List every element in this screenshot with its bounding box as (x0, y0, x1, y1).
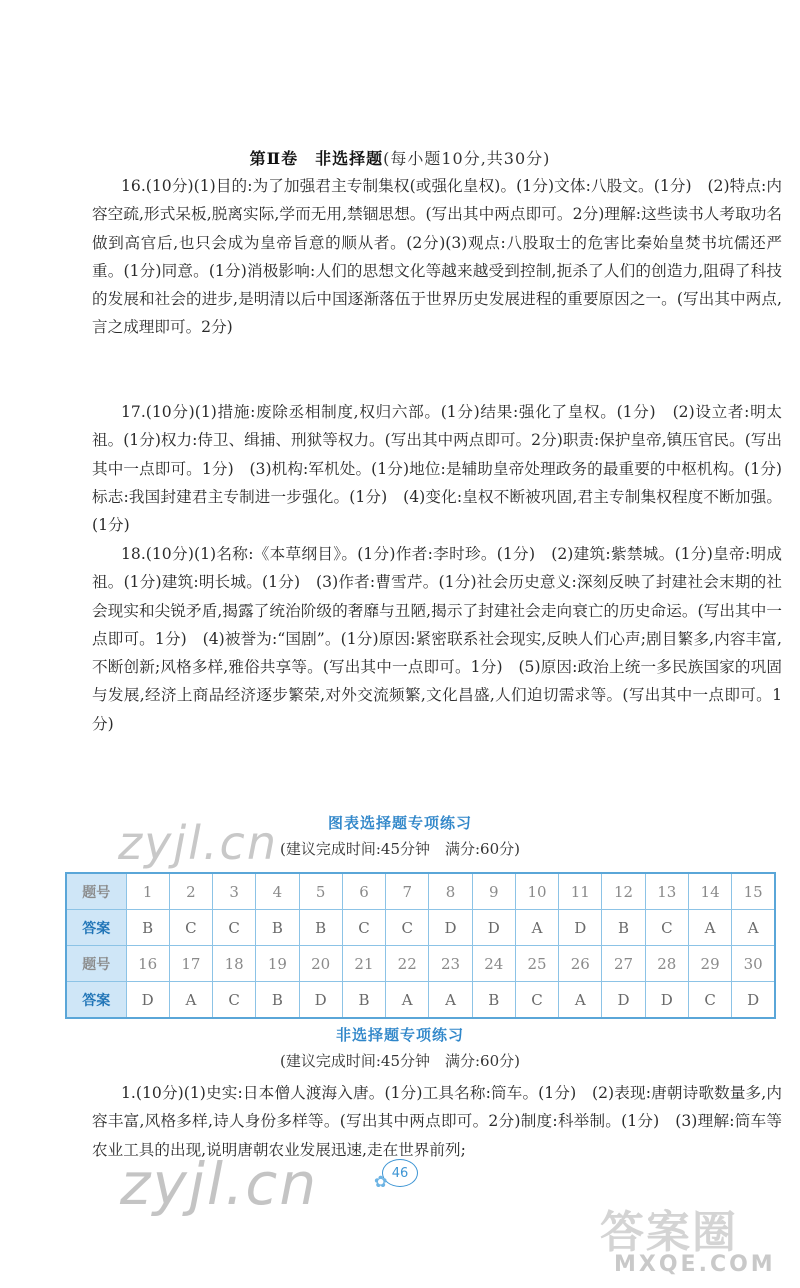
answer-cell: D (472, 910, 515, 946)
section-heading-sub: (每小题10分,共30分) (383, 149, 551, 168)
question-number: 30 (732, 946, 775, 982)
answer-key-table (65, 872, 776, 1019)
question-number: 16 (126, 946, 169, 982)
question-number: 15 (732, 873, 775, 910)
table-row-numbers-1 (66, 873, 775, 910)
answer-cell: D (126, 982, 169, 1019)
watermark-bottom: zyjl.cn (120, 1150, 319, 1218)
answer-cell: A (429, 982, 472, 1019)
question-number: 26 (559, 946, 602, 982)
site-logo-cn: 答案圈 (600, 1207, 738, 1258)
question-number: 12 (602, 873, 645, 910)
question-number: 22 (386, 946, 429, 982)
section-heading (0, 146, 800, 169)
answer-cell: C (688, 982, 731, 1019)
answer-cell: C (386, 910, 429, 946)
question-number: 28 (645, 946, 688, 982)
table-row-numbers-2 (66, 946, 775, 982)
row-label-answer: 答案 (66, 982, 126, 1019)
nonchoice-section-note: (建议完成时间:45分钟 满分:60分) (280, 1052, 520, 1070)
row-label-number: 题号 (66, 946, 126, 982)
answer-cell: B (256, 910, 299, 946)
flower-icon: ✿ (374, 1172, 388, 1191)
question-number: 11 (559, 873, 602, 910)
answer-cell: A (559, 982, 602, 1019)
page-number-badge: 46 (382, 1159, 418, 1187)
answer-cell: D (559, 910, 602, 946)
watermark-top: zyjl.cn (118, 816, 278, 870)
question-number: 5 (299, 873, 342, 910)
question-number: 10 (515, 873, 558, 910)
section-heading-main: 第Ⅱ卷 非选择题 (249, 149, 384, 168)
answer-cell: A (688, 910, 731, 946)
question-number: 18 (213, 946, 256, 982)
nonchoice-answer-1-text: 1.(10分)(1)史实:日本僧人渡海入唐。(1分)工具名称:筒车。(1分) (2)表现:唐朝诗歌数量多,内容丰富,风格多样,诗人身份多样等。(写出其中两点即可。2分)制度:科举制。(1分) (3)理解:筒车等农业工具的出现,说明唐朝农业发展迅速,走在世界前列; (92, 1084, 782, 1159)
answer-cell: C (645, 910, 688, 946)
answer-16-text: 16.(10分)(1)目的:为了加强君主专制集权(或强化皇权)。(1分)文体:八股文。(1分) (2)特点:内容空疏,形式呆板,脱离实际,学而无用,禁锢思想。(写出其中两点即可。2分)理解:这些读书人考取功名做到高官后,也只会成为皇帝旨意的顺从者。(2分)(3)观点:八股取士的危害比秦始皇焚书坑儒还严重。(1分)同意。(1分)消极影响:人们的思想文化等越来越受到控制,扼杀了人们的创造力,阻碍了科技的发展和社会的进步,是明清以后中国逐渐落伍于世界历史发展进程的重要原因之一。(写出其中两点,言之成理即可。2分) (92, 177, 782, 337)
site-logo-en: MXQE.COM (614, 1252, 776, 1277)
question-number: 25 (515, 946, 558, 982)
answer-cell: C (213, 910, 256, 946)
page-number (374, 1156, 426, 1190)
question-number: 4 (256, 873, 299, 910)
answer-cell: A (732, 910, 775, 946)
question-number: 8 (429, 873, 472, 910)
question-number: 17 (169, 946, 212, 982)
question-number: 27 (602, 946, 645, 982)
question-number: 3 (213, 873, 256, 910)
chart-section-note: (建议完成时间:45分钟 满分:60分) (280, 840, 520, 858)
answer-17-text: 17.(10分)(1)措施:废除丞相制度,权归六部。(1分)结果:强化了皇权。(1分) (2)设立者:明太祖。(1分)权力:侍卫、缉捕、刑狱等权力。(写出其中两点即可。2分)职责:保护皇帝,镇压官民。(写出其中一点即可。1分) (3)机构:军机处。(1分)地位:是辅助皇帝处理政务的最重要的中枢机构。(1分)标志:我国封建君主专制进一步强化。(1分) (4)变化:皇权不断被巩固,君主专制集权程度不断加强。(1分) (92, 403, 782, 535)
answer-18-text: 18.(10分)(1)名称:《本草纲目》。(1分)作者:李时珍。(1分) (2)建筑:紫禁城。(1分)皇帝:明成祖。(1分)建筑:明长城。(1分) (3)作者:曹雪芹。(1分)社会历史意义:深刻反映了封建社会末期的社会现实和尖锐矛盾,揭露了统治阶级的奢靡与丑陋,揭示了封建社会走向衰亡的历史命运。(写出其中一点即可。1分) (4)被誉为:“国剧”。(1分)原因:紧密联系社会现实,反映人们心声;剧目繁多,内容丰富,不断创新;风格多样,雅俗共享等。(写出其中一点即可。1分) (5)原因:政治上统一多民族国家的巩固与发展,经济上商品经济逐步繁荣,对外交流频繁,文化昌盛,人们迫切需求等。(写出其中一点即可。1分) (92, 545, 782, 733)
answer-cell: D (732, 982, 775, 1019)
answer-cell: B (126, 910, 169, 946)
question-number: 20 (299, 946, 342, 982)
answer-cell: D (645, 982, 688, 1019)
question-number: 6 (342, 873, 385, 910)
answer-cell: B (299, 910, 342, 946)
answer-cell: A (169, 982, 212, 1019)
answer-17 (92, 398, 782, 539)
table-row-answers-2 (66, 982, 775, 1019)
answer-cell: D (602, 982, 645, 1019)
question-number: 7 (386, 873, 429, 910)
row-label-answer: 答案 (66, 910, 126, 946)
answer-cell: C (213, 982, 256, 1019)
chart-section-title: 图表选择题专项练习 (327, 814, 472, 832)
answer-cell: B (602, 910, 645, 946)
question-number: 9 (472, 873, 515, 910)
nonchoice-section-title: 非选择题专项练习 (335, 1026, 464, 1044)
site-logo (600, 1196, 790, 1284)
row-label-number: 题号 (66, 873, 126, 910)
table-row-answers-1 (66, 910, 775, 946)
question-number: 21 (342, 946, 385, 982)
answer-cell: B (256, 982, 299, 1019)
question-number: 13 (645, 873, 688, 910)
answer-cell: D (299, 982, 342, 1019)
answer-cell: A (515, 910, 558, 946)
answer-cell: C (169, 910, 212, 946)
answer-cell: B (472, 982, 515, 1019)
question-number: 24 (472, 946, 515, 982)
answer-18 (92, 540, 782, 738)
question-number: 29 (688, 946, 731, 982)
answer-cell: C (515, 982, 558, 1019)
question-number: 1 (126, 873, 169, 910)
answer-cell: C (342, 910, 385, 946)
answer-cell: A (386, 982, 429, 1019)
question-number: 2 (169, 873, 212, 910)
question-number: 14 (688, 873, 731, 910)
question-number: 19 (256, 946, 299, 982)
answer-16 (92, 172, 782, 342)
question-number: 23 (429, 946, 472, 982)
answer-cell: B (342, 982, 385, 1019)
answer-cell: D (429, 910, 472, 946)
